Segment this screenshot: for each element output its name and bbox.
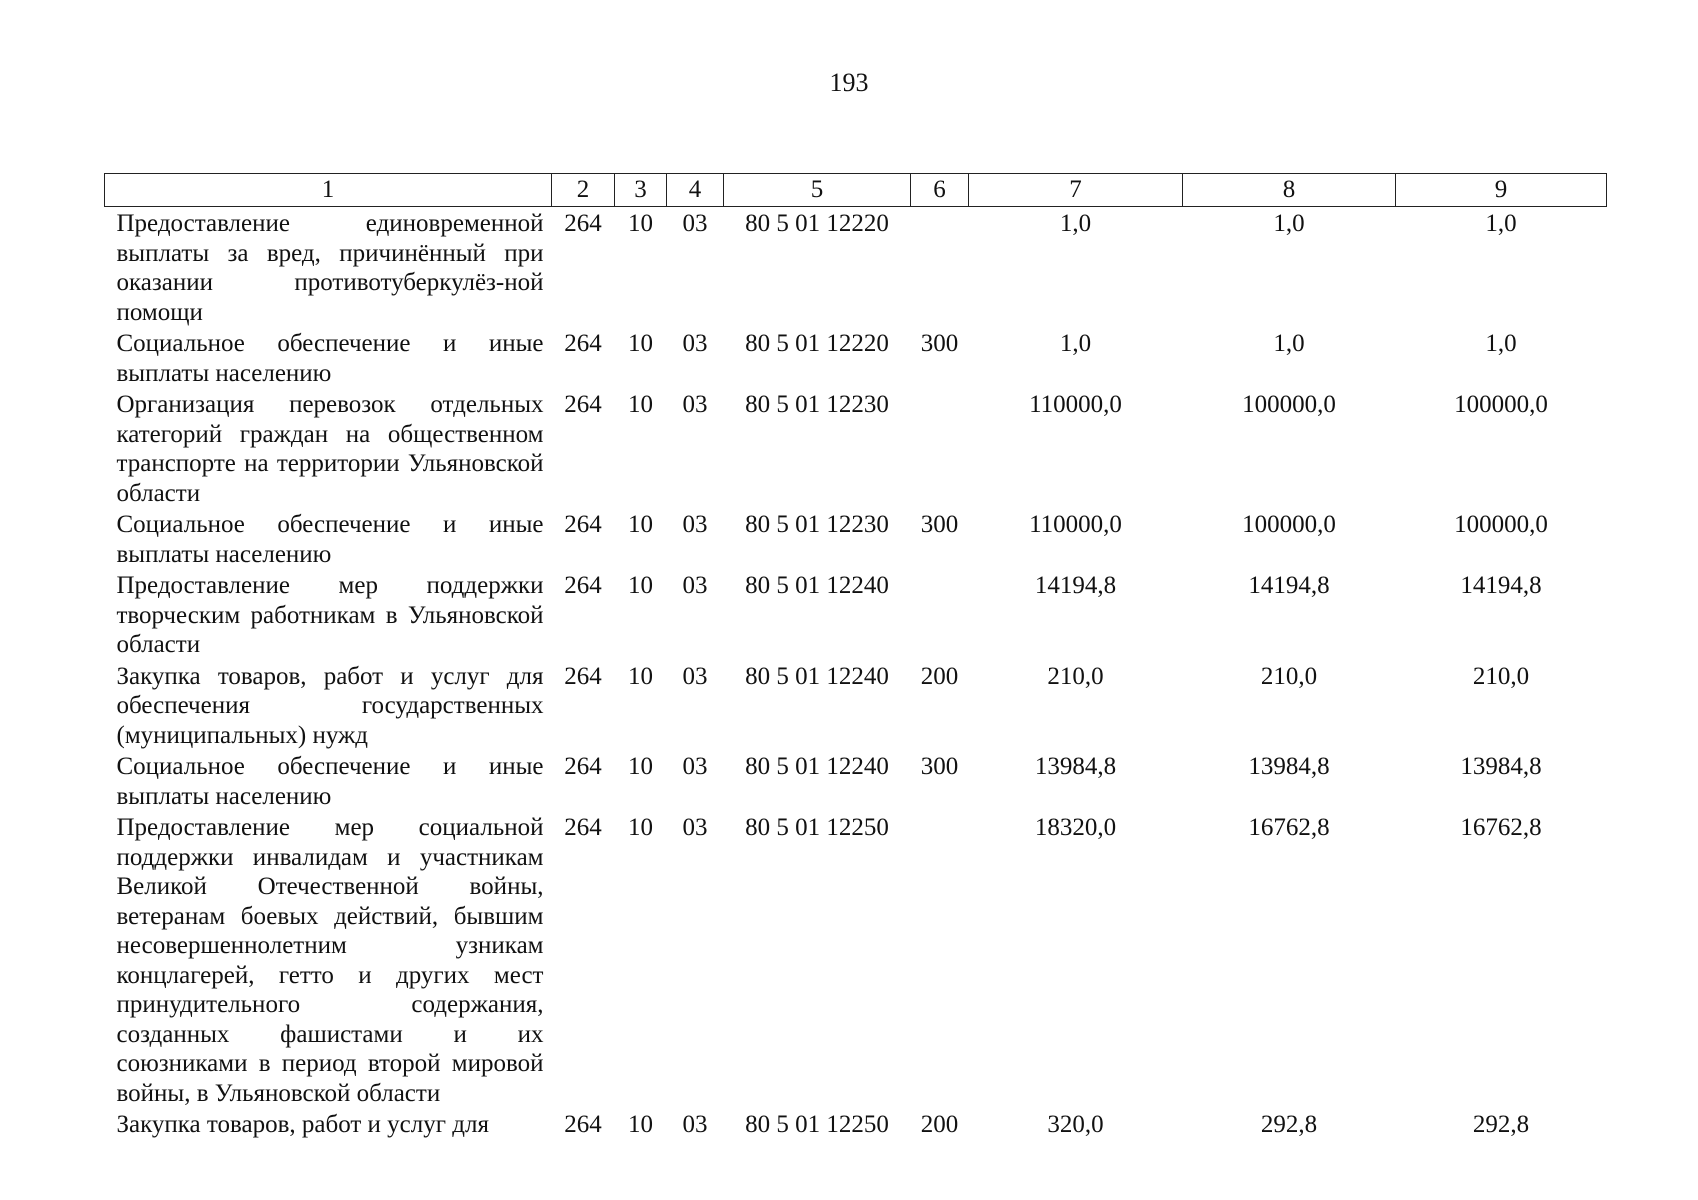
section-code: 10 bbox=[628, 662, 653, 690]
target-article-code: 80 5 01 12250 bbox=[745, 1111, 889, 1138]
subsection-code: 03 bbox=[682, 210, 708, 237]
subsection-code: 03 bbox=[682, 391, 708, 418]
target-article-code: 80 5 01 12220 bbox=[745, 330, 889, 357]
ministry-code: 264 bbox=[564, 814, 602, 841]
amount-col-9: 14194,8 bbox=[1460, 572, 1542, 599]
amount-col-7: 110000,0 bbox=[1029, 511, 1122, 538]
amount-col-9: 1,0 bbox=[1485, 330, 1517, 357]
amount-col-9: 210,0 bbox=[1472, 662, 1530, 690]
amount-col-9: 100000,0 bbox=[1454, 511, 1548, 538]
subsection-code: 03 bbox=[682, 662, 708, 690]
expense-type-code bbox=[911, 569, 969, 660]
expense-type-code bbox=[911, 207, 969, 328]
amount-col-7: 18320,0 bbox=[1034, 814, 1117, 841]
ministry-code: 264 bbox=[564, 1111, 602, 1138]
table-row bbox=[105, 1108, 1607, 1140]
section-code: 10 bbox=[628, 814, 653, 841]
subsection-code: 03 bbox=[682, 1111, 708, 1138]
header-col-1: 1 bbox=[105, 174, 552, 207]
table-header bbox=[105, 174, 1607, 207]
row-description: Социальное обеспечение и иные выплаты населению bbox=[116, 511, 544, 568]
table-row bbox=[105, 327, 1607, 388]
budget-table bbox=[104, 173, 1607, 1140]
target-article-code: 80 5 01 12230 bbox=[745, 391, 889, 418]
target-article-code: 80 5 01 12230 bbox=[745, 511, 889, 538]
header-col-4: 4 bbox=[667, 174, 724, 207]
subsection-code: 03 bbox=[682, 814, 708, 841]
row-description: Организация перевозок отдельных категорий граждан на общественном транспорте на территории Ульяновской области bbox=[116, 391, 544, 507]
ministry-code: 264 bbox=[564, 330, 602, 357]
target-article-code: 80 5 01 12250 bbox=[745, 814, 889, 841]
table-row bbox=[105, 750, 1607, 811]
expense-type-code bbox=[911, 811, 969, 1108]
amount-col-8: 13984,8 bbox=[1248, 753, 1330, 780]
amount-col-8: 1,0 bbox=[1273, 330, 1305, 357]
amount-col-7: 1,0 bbox=[1059, 210, 1092, 237]
section-code: 10 bbox=[628, 1111, 653, 1138]
amount-col-7: 14194,8 bbox=[1034, 572, 1117, 599]
table-row bbox=[105, 508, 1607, 569]
header-col-5: 5 bbox=[724, 174, 911, 207]
amount-col-9: 1,0 bbox=[1485, 210, 1517, 237]
row-description: Закупка товаров, работ и услуг для обеспечения государственных (муниципальных) нужд bbox=[116, 662, 544, 749]
ministry-code: 264 bbox=[564, 511, 602, 538]
target-article-code: 80 5 01 12240 bbox=[745, 662, 889, 690]
amount-col-8: 14194,8 bbox=[1248, 572, 1330, 599]
section-code: 10 bbox=[628, 210, 653, 237]
subsection-code: 03 bbox=[682, 753, 708, 780]
ministry-code: 264 bbox=[564, 662, 602, 690]
subsection-code: 03 bbox=[682, 572, 708, 599]
header-col-9: 9 bbox=[1396, 174, 1607, 207]
amount-col-7: 13984,8 bbox=[1034, 753, 1117, 780]
amount-col-8: 1,0 bbox=[1273, 210, 1305, 237]
expense-type-code: 300 bbox=[920, 330, 959, 357]
amount-col-7: 320,0 bbox=[1047, 1111, 1104, 1138]
amount-col-8: 210,0 bbox=[1260, 662, 1318, 690]
table-row bbox=[105, 388, 1607, 508]
table-row bbox=[105, 811, 1607, 1108]
ministry-code: 264 bbox=[564, 210, 602, 237]
section-code: 10 bbox=[628, 753, 653, 780]
row-description: Предоставление мер поддержки творческим работникам в Ульяновской области bbox=[116, 572, 544, 658]
expense-type-code: 200 bbox=[920, 1111, 959, 1138]
subsection-code: 03 bbox=[682, 511, 708, 538]
section-code: 10 bbox=[628, 511, 653, 538]
expense-type-code: 300 bbox=[920, 753, 959, 780]
header-col-2: 2 bbox=[552, 174, 615, 207]
table-row bbox=[105, 207, 1607, 328]
row-description: Социальное обеспечение и иные выплаты населению bbox=[116, 330, 544, 387]
ministry-code: 264 bbox=[564, 572, 602, 599]
section-code: 10 bbox=[628, 572, 653, 599]
header-col-6: 6 bbox=[911, 174, 969, 207]
page-number: 193 bbox=[829, 68, 869, 97]
header-col-7: 7 bbox=[969, 174, 1183, 207]
target-article-code: 80 5 01 12220 bbox=[745, 210, 889, 237]
table-row bbox=[105, 660, 1607, 751]
amount-col-9: 292,8 bbox=[1472, 1111, 1530, 1138]
ministry-code: 264 bbox=[564, 391, 602, 418]
amount-col-8: 292,8 bbox=[1260, 1111, 1318, 1138]
subsection-code: 03 bbox=[682, 330, 708, 357]
target-article-code: 80 5 01 12240 bbox=[745, 753, 889, 780]
amount-col-7: 110000,0 bbox=[1029, 391, 1122, 418]
table-body bbox=[105, 207, 1607, 1140]
amount-col-7: 1,0 bbox=[1059, 330, 1092, 357]
header-row bbox=[105, 174, 1607, 207]
amount-col-9: 16762,8 bbox=[1460, 814, 1542, 841]
amount-col-9: 13984,8 bbox=[1460, 753, 1542, 780]
ministry-code: 264 bbox=[564, 753, 602, 780]
amount-col-9: 100000,0 bbox=[1454, 391, 1548, 418]
section-code: 10 bbox=[628, 391, 653, 418]
amount-col-7: 210,0 bbox=[1047, 662, 1104, 690]
row-description: Предоставление единовременной выплаты за вред, причинённый при оказании противотуберкулёз-ной помощи bbox=[116, 210, 544, 326]
header-col-8: 8 bbox=[1183, 174, 1396, 207]
header-col-3: 3 bbox=[615, 174, 667, 207]
table-row bbox=[105, 569, 1607, 660]
expense-type-code: 200 bbox=[920, 662, 959, 690]
row-description: Предоставление мер социальной поддержки инвалидам и участникам Великой Отечественной войны, ветеранам боевых действий, бывшим несовершеннолетним узникам концлагерей, гетто и других мест принудительного содержания, созданных фашистами и их союзниками в период второй мировой войны, в Ульяновской области bbox=[116, 814, 544, 1107]
row-description: Закупка товаров, работ и услуг для bbox=[116, 1111, 489, 1138]
expense-type-code bbox=[911, 388, 969, 508]
amount-col-8: 16762,8 bbox=[1248, 814, 1330, 841]
row-description: Социальное обеспечение и иные выплаты населению bbox=[116, 753, 544, 810]
amount-col-8: 100000,0 bbox=[1242, 511, 1336, 538]
expense-type-code: 300 bbox=[920, 511, 959, 538]
amount-col-8: 100000,0 bbox=[1242, 391, 1336, 418]
section-code: 10 bbox=[628, 330, 653, 357]
target-article-code: 80 5 01 12240 bbox=[745, 572, 889, 599]
